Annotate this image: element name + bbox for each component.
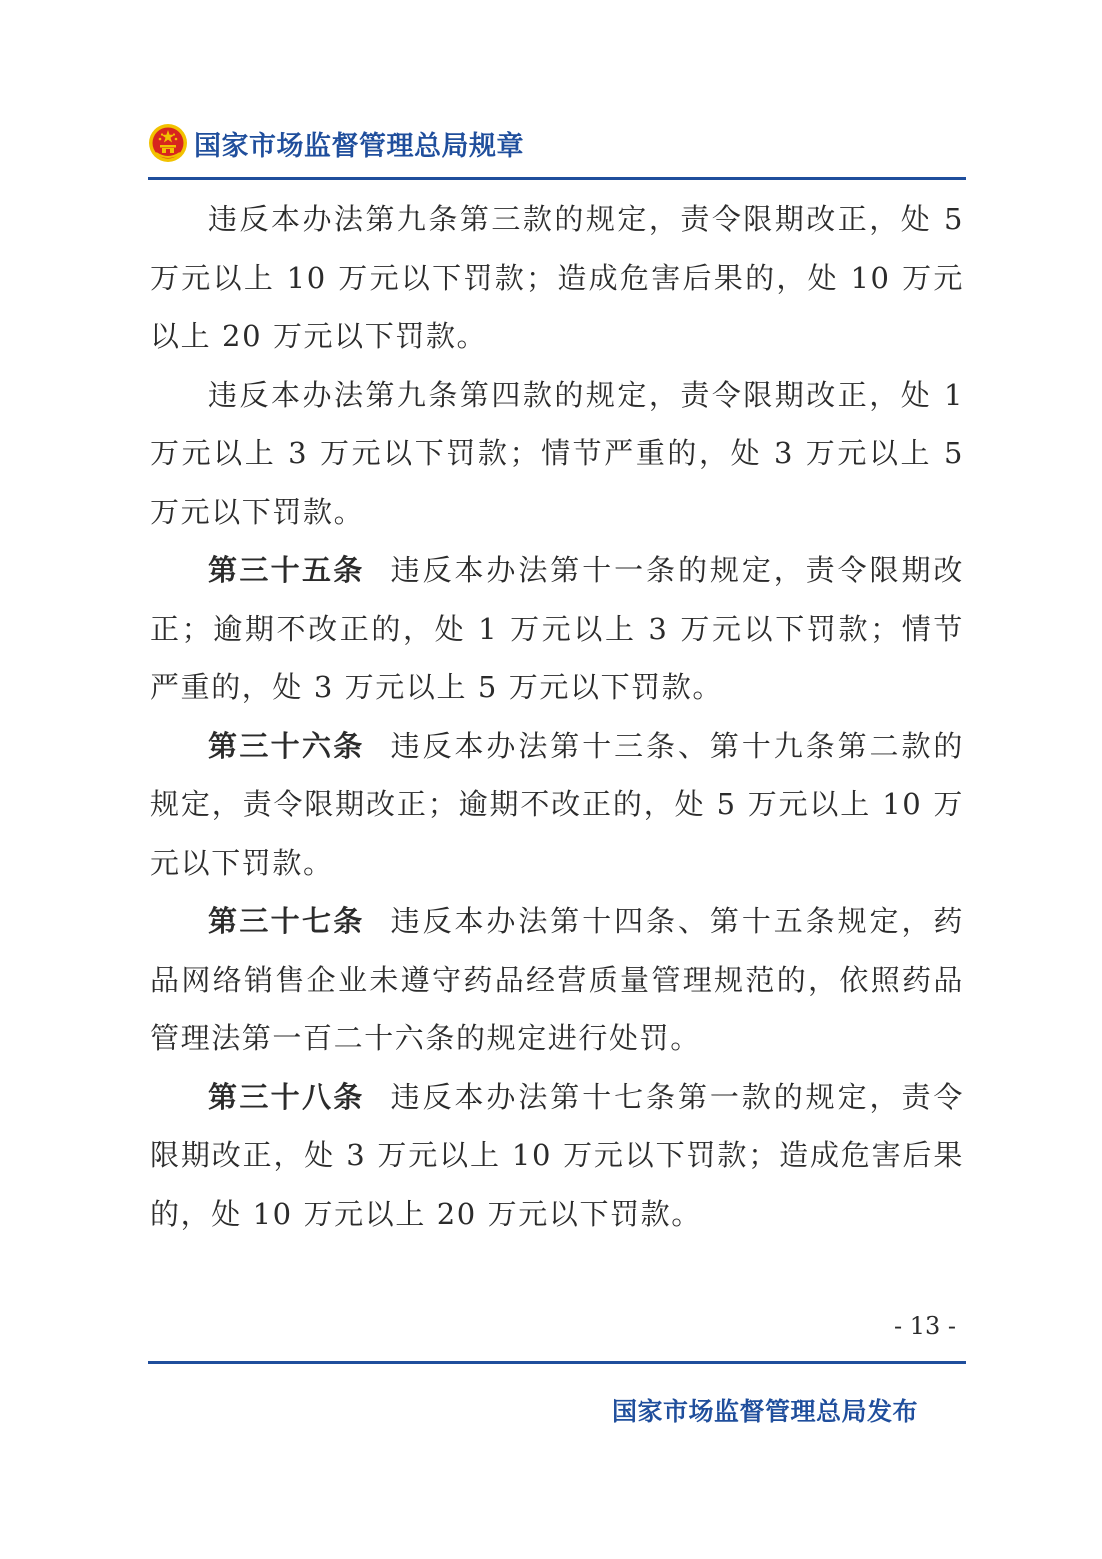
header-divider (148, 177, 966, 180)
article-number: 第三十七条 (208, 904, 365, 938)
article-text: 违反本办法第十四条、第十五条规定，药品网络销售企业未遵守药品经营质量管理规范的，依照药品管理法第一百二十六条的规定进行处罚。 (150, 904, 964, 1055)
article-text: 违反本办法第十三条、第十九条第二款的规定，责令限期改正；逾期不改正的，处 5 万元以上 10 万元以下罚款。 (150, 728, 964, 880)
article-paragraph (150, 717, 964, 893)
paragraph (150, 190, 964, 366)
article-text: 违反本办法第十一条的规定，责令限期改正；逾期不改正的，处 1 万元以上 3 万元以下罚款；情节严重的，处 3 万元以上 5 万元以下罚款。 (150, 553, 964, 704)
header-title: 国家市场监督管理总局规章 (194, 130, 524, 162)
article-paragraph (150, 892, 964, 1068)
document-body (150, 190, 964, 1243)
paragraph (150, 366, 964, 542)
footer-divider (148, 1361, 966, 1364)
paragraph-text: 违反本办法第九条第三款的规定，责令限期改正，处 5 万元以上 10 万元以下罚款；造成危害后果的，处 10 万元以上 20 万元以下罚款。 (150, 202, 964, 353)
article-paragraph (150, 541, 964, 717)
article-text: 违反本办法第十七条第一款的规定，责令限期改正，处 3 万元以上 10 万元以下罚款；造成危害后果的，处 10 万元以上 20 万元以下罚款。 (150, 1079, 964, 1231)
national-emblem-icon (148, 123, 188, 163)
article-paragraph (150, 1068, 964, 1244)
article-number: 第三十八条 (208, 1079, 365, 1114)
page-number: - 13 - (893, 1312, 956, 1340)
paragraph-text: 违反本办法第九条第四款的规定，责令限期改正，处 1 万元以上 3 万元以下罚款；情节严重的，处 3 万元以上 5 万元以下罚款。 (150, 377, 964, 529)
footer-publisher: 国家市场监督管理总局发布 (612, 1397, 919, 1426)
article-number: 第三十六条 (208, 728, 365, 763)
article-number: 第三十五条 (208, 553, 365, 587)
page-header (148, 118, 524, 168)
